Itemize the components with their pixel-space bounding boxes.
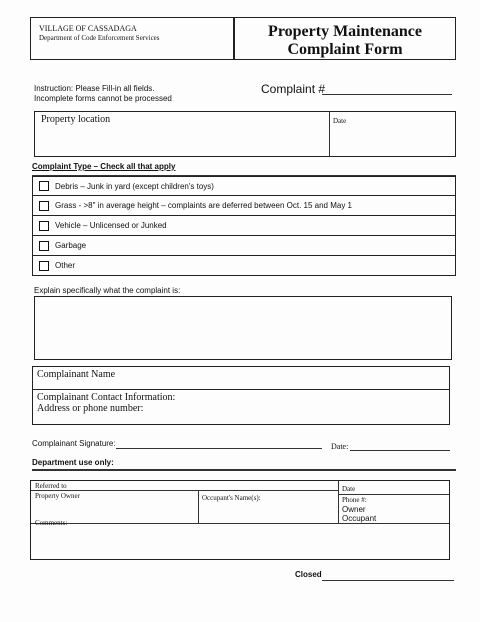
- complaint-option-debris[interactable]: [32, 176, 456, 196]
- complainant-name-label: Complainant Name: [37, 369, 116, 380]
- department-use-heading: Department use only:: [32, 458, 114, 467]
- owner-option[interactable]: Owner: [342, 505, 366, 514]
- property-date-label: Date: [333, 117, 347, 125]
- explain-label: Explain specifically what the complaint is:: [34, 286, 181, 295]
- occupant-option[interactable]: Occupant: [342, 514, 377, 523]
- signature-field[interactable]: [116, 448, 322, 449]
- complainant-address-label: Address or phone number:: [37, 403, 144, 414]
- checkbox[interactable]: [39, 241, 49, 251]
- signature-label: Complainant Signature:: [32, 439, 116, 448]
- option-label: Vehicle – Unlicensed or Junked: [55, 221, 167, 230]
- signature-date-field[interactable]: [350, 450, 450, 451]
- department-rule: [32, 469, 456, 471]
- dept-right-divider: [338, 481, 339, 523]
- complainant-contact-box[interactable]: [32, 389, 450, 425]
- phone-label: Phone #:: [342, 496, 367, 504]
- property-location-label: Property location: [41, 114, 111, 125]
- complaint-option-other[interactable]: [32, 256, 456, 276]
- department-box: [30, 480, 450, 560]
- explain-textarea[interactable]: [34, 296, 452, 360]
- complaint-option-vehicle[interactable]: [32, 216, 456, 236]
- checkbox[interactable]: [39, 201, 49, 211]
- instruction-line1: Instruction: Please Fill-in all fields.: [34, 84, 155, 93]
- complaint-option-garbage[interactable]: [32, 236, 456, 256]
- checkbox[interactable]: [39, 221, 49, 231]
- village-name: VILLAGE OF CASSADAGA: [39, 24, 137, 33]
- option-label: Grass - >8" in average height – complaints are deferred between Oct. 15 and May 1: [55, 201, 353, 210]
- complaint-type-heading: Complaint Type – Check all that apply: [32, 162, 176, 171]
- complaint-number-label: Complaint #: [261, 82, 326, 96]
- dept-date-label: Date: [342, 485, 356, 493]
- date-row-rule: [338, 494, 449, 495]
- checkbox[interactable]: [39, 181, 49, 191]
- option-label: Debris – Junk in yard (except children's toys): [55, 181, 214, 191]
- instruction-line2: Incomplete forms cannot be processed: [34, 94, 172, 103]
- closed-label: Closed: [295, 570, 322, 579]
- complainant-name-box[interactable]: [32, 366, 450, 390]
- complaint-number-field[interactable]: [322, 94, 452, 95]
- property-divider: [329, 112, 330, 156]
- form-title-line2: Complaint Form: [287, 41, 403, 58]
- option-label: Garbage: [55, 241, 87, 250]
- option-label: Other: [55, 261, 76, 270]
- referred-row-rule: [31, 490, 338, 491]
- header-left-box: [30, 17, 234, 60]
- header-title-box: [234, 17, 456, 60]
- department-name: Department of Code Enforcement Services: [39, 34, 160, 42]
- comments-row-rule: [31, 523, 449, 524]
- signature-date-label: Date:: [331, 442, 349, 451]
- comments-label: Comments:: [35, 519, 68, 527]
- dept-mid-divider: [198, 490, 199, 523]
- property-location-box[interactable]: [34, 111, 456, 157]
- form-title-line1: Property Maintenance: [268, 23, 422, 40]
- closed-field[interactable]: [322, 580, 454, 581]
- complaint-option-grass[interactable]: [32, 196, 456, 216]
- complainant-contact-label: Complainant Contact Information:: [37, 392, 176, 403]
- referred-to-label: Referred to: [35, 482, 67, 490]
- checkbox[interactable]: [39, 261, 49, 271]
- property-owner-label: Property Owner: [35, 492, 80, 500]
- occupants-names-label: Occupant's Name(s):: [202, 494, 261, 502]
